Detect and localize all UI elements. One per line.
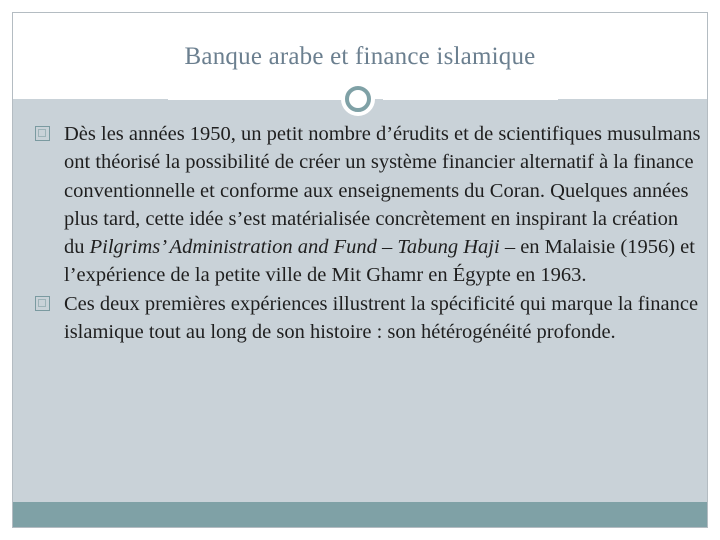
bullet-1-segment-3: – en Malaisie (1956) et l’expérience de la petite ville de Mit Ghamr en Égypte en 1963. — [64, 236, 695, 287]
bullet-item-1 — [33, 120, 703, 290]
bullet-1-segment-2: Pilgrims’ Administration and Fund – Tabung Haji — [89, 236, 500, 259]
slide — [12, 12, 708, 528]
bullet-item-2 — [33, 290, 703, 347]
body-text — [33, 120, 703, 346]
ring-ornament-icon — [341, 82, 375, 116]
footer-bar — [13, 502, 707, 527]
divider-line-left — [168, 99, 343, 100]
divider-line-right — [383, 99, 558, 100]
square-bullet-icon — [35, 126, 50, 141]
ring-ornament-center — [349, 90, 367, 108]
bullet-1-segment-1: Dès les années 1950, un petit nombre d’érudits et de scientifiques musulmans ont théorisé la possibilité de créer un système financier alternatif à la finance conventionnelle et conforme aux enseignements du Coran. Quelques années plus tard, cette idée s’est matérialisée concrètement en inspirant la création du — [64, 123, 701, 259]
square-bullet-icon — [35, 296, 50, 311]
bullet-2-segment-1: Ces deux premières expériences illustrent la spécificité qui marque la finance islamique tout au long de son histoire : son hétérogénéité profonde. — [64, 292, 699, 344]
slide-title: Banque arabe et finance islamique — [184, 43, 536, 70]
